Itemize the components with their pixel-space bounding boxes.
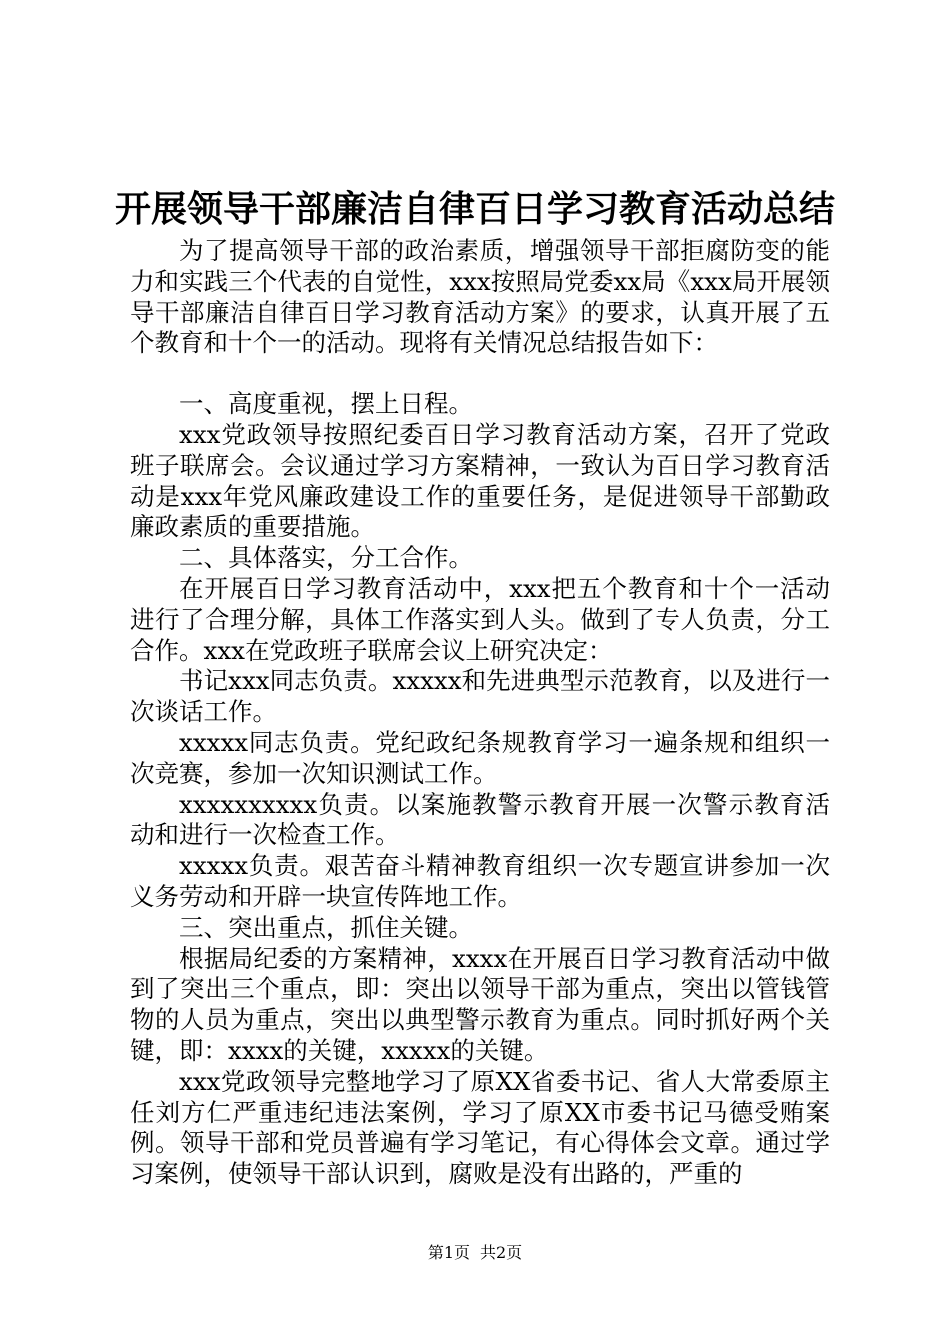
section-heading-1: 一、高度重视，摆上日程。 xyxy=(179,389,473,419)
paragraph: xxx党政领导完整地学习了原XX省委书记、省人大常委原主任刘方仁严重违纪违法案例，学习了原XX市委书记马德受贿案例。领导干部和党员普遍有学习笔记，有心得体会文章。通过学习案例，使领导干部认识到，腐败是没有出路的，严重的 xyxy=(130,1066,830,1189)
section-heading-2: 二、具体落实，分工合作。 xyxy=(179,543,473,573)
paragraph: 书记xxx同志负责。xxxxx和先进典型示范教育，以及进行一次谈话工作。 xyxy=(130,666,830,727)
paragraph: 根据局纪委的方案精神，xxxx在开展百日学习教育活动中做到了突出三个重点，即：突出以领导干部为重点，突出以管钱管物的人员为重点，突出以典型警示教育为重点。同时抓好两个关键，即：xxxx的关键，xxxxx的关键。 xyxy=(130,943,830,1065)
page-count: 共2页 xyxy=(480,1243,523,1262)
paragraph: xxx党政领导按照纪委百日学习教育活动方案，召开了党政班子联席会。会议通过学习方案精神，一致认为百日学习教育活动是xxx年党风廉政建设工作的重要任务，是促进领导干部勤政廉政素质的重要措施。 xyxy=(130,419,830,542)
document-title: 开展领导干部廉洁自律百日学习教育活动总结 xyxy=(114,189,835,230)
paragraph: xxxxxxxxxx负责。以案施教警示教育开展一次警示教育活动和进行一次检查工作。 xyxy=(130,789,830,850)
paragraph: xxxxx同志负责。党纪政纪条规教育学习一遍条规和组织一次竞赛，参加一次知识测试工作。 xyxy=(130,727,830,788)
page-number: 第1页 xyxy=(427,1243,470,1262)
page-footer xyxy=(0,1243,950,1263)
paragraph-intro: 为了提高领导干部的政治素质，增强领导干部拒腐防变的能力和实践三个代表的自觉性，xxx按照局党委xx局《xxx局开展领导干部廉洁自律百日学习教育活动方案》的要求，认真开展了五个教育和十个一的活动。现将有关情况总结报告如下： xyxy=(130,236,830,358)
paragraph: 在开展百日学习教育活动中，xxx把五个教育和十个一活动进行了合理分解，具体工作落实到人头。做到了专人负责，分工合作。xxx在党政班子联席会议上研究决定： xyxy=(130,573,830,665)
document-body xyxy=(130,236,830,1190)
paragraph: xxxxx负责。艰苦奋斗精神教育组织一次专题宣讲参加一次义务劳动和开辟一块宣传阵地工作。 xyxy=(130,851,830,911)
section-heading-3: 三、突出重点，抓住关键。 xyxy=(179,912,473,942)
